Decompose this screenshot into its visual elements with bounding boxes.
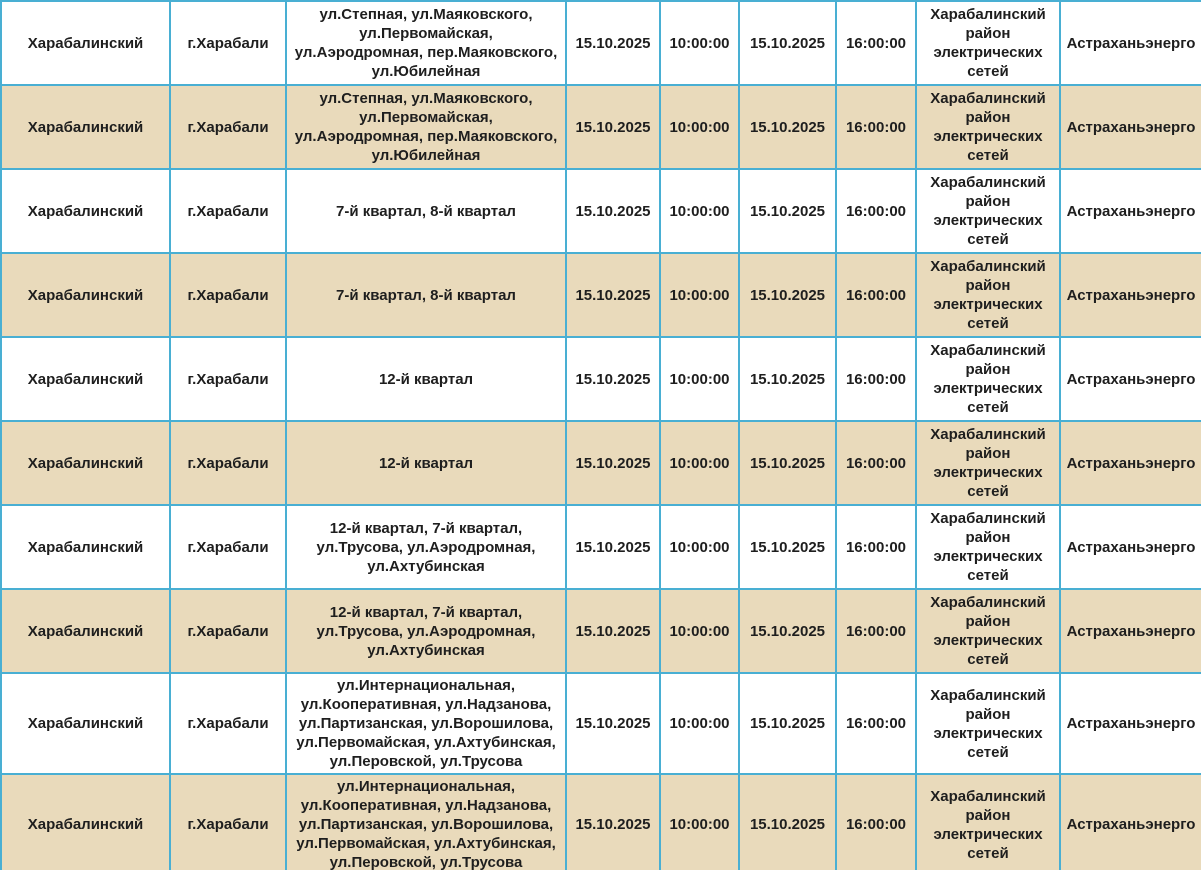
cell-organization: Харабалинский район электрических сетей <box>916 589 1060 673</box>
cell-district: Харабалинский <box>1 673 170 774</box>
cell-district: Харабалинский <box>1 1 170 85</box>
cell-end-time: 16:00:00 <box>836 169 916 253</box>
cell-start-time: 10:00:00 <box>660 1 739 85</box>
cell-start-date: 15.10.2025 <box>566 253 660 337</box>
cell-end-date: 15.10.2025 <box>739 1 836 85</box>
cell-end-date: 15.10.2025 <box>739 169 836 253</box>
table-row <box>1 1 1201 85</box>
cell-organization: Харабалинский район электрических сетей <box>916 421 1060 505</box>
cell-start-date: 15.10.2025 <box>566 589 660 673</box>
cell-end-time: 16:00:00 <box>836 85 916 169</box>
cell-start-date: 15.10.2025 <box>566 505 660 589</box>
cell-start-date: 15.10.2025 <box>566 85 660 169</box>
cell-start-date: 15.10.2025 <box>566 774 660 870</box>
cell-city: г.Харабали <box>170 589 286 673</box>
cell-streets: 12-й квартал, 7-й квартал, ул.Трусова, ул.Аэродромная, ул.Ахтубинская <box>286 589 566 673</box>
table-row <box>1 337 1201 421</box>
cell-end-date: 15.10.2025 <box>739 589 836 673</box>
cell-organization: Харабалинский район электрических сетей <box>916 1 1060 85</box>
cell-organization: Харабалинский район электрических сетей <box>916 505 1060 589</box>
table-row <box>1 505 1201 589</box>
cell-streets: 12-й квартал <box>286 421 566 505</box>
cell-company: Астраханьэнерго <box>1060 337 1201 421</box>
cell-streets: 12-й квартал, 7-й квартал, ул.Трусова, ул.Аэродромная, ул.Ахтубинская <box>286 505 566 589</box>
cell-end-time: 16:00:00 <box>836 673 916 774</box>
table-row <box>1 85 1201 169</box>
table-row <box>1 169 1201 253</box>
cell-city: г.Харабали <box>170 337 286 421</box>
cell-start-time: 10:00:00 <box>660 337 739 421</box>
cell-end-date: 15.10.2025 <box>739 253 836 337</box>
cell-start-time: 10:00:00 <box>660 589 739 673</box>
cell-organization: Харабалинский район электрических сетей <box>916 774 1060 870</box>
cell-company: Астраханьэнерго <box>1060 1 1201 85</box>
cell-end-time: 16:00:00 <box>836 774 916 870</box>
cell-organization: Харабалинский район электрических сетей <box>916 85 1060 169</box>
cell-end-time: 16:00:00 <box>836 505 916 589</box>
cell-city: г.Харабали <box>170 85 286 169</box>
cell-organization: Харабалинский район электрических сетей <box>916 253 1060 337</box>
cell-district: Харабалинский <box>1 421 170 505</box>
cell-company: Астраханьэнерго <box>1060 253 1201 337</box>
cell-district: Харабалинский <box>1 774 170 870</box>
cell-start-time: 10:00:00 <box>660 253 739 337</box>
cell-streets: 7-й квартал, 8-й квартал <box>286 253 566 337</box>
cell-end-date: 15.10.2025 <box>739 673 836 774</box>
cell-city: г.Харабали <box>170 169 286 253</box>
outage-table-body <box>1 1 1201 870</box>
cell-start-time: 10:00:00 <box>660 505 739 589</box>
cell-start-time: 10:00:00 <box>660 169 739 253</box>
cell-streets: ул.Интернациональная, ул.Кооперативная, ул.Надзанова, ул.Партизанская, ул.Ворошилова, ул.Первомайская, ул.Ахтубинская, ул.Перовской, ул.Трусова <box>286 774 566 870</box>
cell-company: Астраханьэнерго <box>1060 774 1201 870</box>
cell-city: г.Харабали <box>170 774 286 870</box>
cell-end-date: 15.10.2025 <box>739 774 836 870</box>
cell-start-date: 15.10.2025 <box>566 169 660 253</box>
cell-streets: ул.Степная, ул.Маяковского, ул.Первомайская, ул.Аэродромная, пер.Маяковского, ул.Юбилейная <box>286 85 566 169</box>
cell-streets: 7-й квартал, 8-й квартал <box>286 169 566 253</box>
table-row <box>1 253 1201 337</box>
cell-company: Астраханьэнерго <box>1060 85 1201 169</box>
cell-end-time: 16:00:00 <box>836 1 916 85</box>
cell-streets: ул.Степная, ул.Маяковского, ул.Первомайская, ул.Аэродромная, пер.Маяковского, ул.Юбилейная <box>286 1 566 85</box>
cell-company: Астраханьэнерго <box>1060 505 1201 589</box>
cell-start-date: 15.10.2025 <box>566 421 660 505</box>
cell-organization: Харабалинский район электрических сетей <box>916 337 1060 421</box>
table-row <box>1 589 1201 673</box>
table-row <box>1 421 1201 505</box>
cell-city: г.Харабали <box>170 673 286 774</box>
cell-company: Астраханьэнерго <box>1060 673 1201 774</box>
cell-company: Астраханьэнерго <box>1060 169 1201 253</box>
cell-district: Харабалинский <box>1 169 170 253</box>
cell-start-time: 10:00:00 <box>660 85 739 169</box>
cell-end-time: 16:00:00 <box>836 421 916 505</box>
table-row <box>1 673 1201 774</box>
cell-end-date: 15.10.2025 <box>739 337 836 421</box>
cell-start-time: 10:00:00 <box>660 673 739 774</box>
cell-district: Харабалинский <box>1 253 170 337</box>
cell-end-time: 16:00:00 <box>836 589 916 673</box>
cell-end-date: 15.10.2025 <box>739 505 836 589</box>
cell-end-time: 16:00:00 <box>836 253 916 337</box>
cell-city: г.Харабали <box>170 253 286 337</box>
cell-end-date: 15.10.2025 <box>739 85 836 169</box>
cell-district: Харабалинский <box>1 589 170 673</box>
cell-start-date: 15.10.2025 <box>566 337 660 421</box>
cell-end-date: 15.10.2025 <box>739 421 836 505</box>
cell-district: Харабалинский <box>1 505 170 589</box>
cell-start-date: 15.10.2025 <box>566 673 660 774</box>
cell-start-time: 10:00:00 <box>660 421 739 505</box>
cell-organization: Харабалинский район электрических сетей <box>916 169 1060 253</box>
cell-city: г.Харабали <box>170 421 286 505</box>
cell-city: г.Харабали <box>170 505 286 589</box>
cell-start-date: 15.10.2025 <box>566 1 660 85</box>
cell-streets: 12-й квартал <box>286 337 566 421</box>
cell-end-time: 16:00:00 <box>836 337 916 421</box>
cell-district: Харабалинский <box>1 337 170 421</box>
cell-start-time: 10:00:00 <box>660 774 739 870</box>
cell-company: Астраханьэнерго <box>1060 589 1201 673</box>
cell-organization: Харабалинский район электрических сетей <box>916 673 1060 774</box>
cell-district: Харабалинский <box>1 85 170 169</box>
table-row <box>1 774 1201 870</box>
cell-company: Астраханьэнерго <box>1060 421 1201 505</box>
cell-streets: ул.Интернациональная, ул.Кооперативная, ул.Надзанова, ул.Партизанская, ул.Ворошилова, ул.Первомайская, ул.Ахтубинская, ул.Перовской, ул.Трусова <box>286 673 566 774</box>
cell-city: г.Харабали <box>170 1 286 85</box>
